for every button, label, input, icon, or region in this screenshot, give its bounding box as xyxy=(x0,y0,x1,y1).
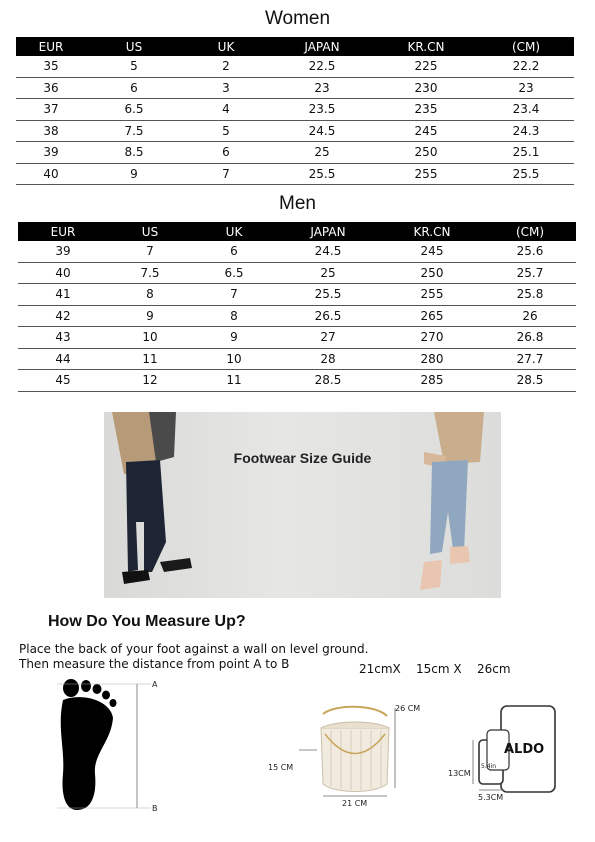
table-row xyxy=(18,284,576,306)
women-title: Women xyxy=(264,8,331,29)
table-cell: 23 xyxy=(270,77,374,99)
table-cell: 225 xyxy=(374,56,478,77)
bucket-bag-illustration xyxy=(295,700,415,810)
point-b-label: B xyxy=(152,804,158,813)
table-cell: 8 xyxy=(108,284,192,306)
table-cell: 41 xyxy=(18,284,108,306)
table-cell: 39 xyxy=(16,142,86,164)
man-figure-illustration xyxy=(104,412,244,598)
phone-width-label: 5.3CM xyxy=(478,793,504,802)
table-cell: 285 xyxy=(380,370,484,392)
table-row xyxy=(18,370,576,392)
table-row xyxy=(16,56,574,77)
column-header: EUR xyxy=(18,222,108,241)
table-cell: 25.5 xyxy=(478,163,574,185)
table-cell: 28 xyxy=(276,348,380,370)
table-cell: 7.5 xyxy=(86,120,182,142)
table-cell: 25 xyxy=(270,142,374,164)
table-cell: 27.7 xyxy=(484,348,576,370)
bag-height-label: 26 CM xyxy=(395,704,421,713)
table-cell: 255 xyxy=(380,284,484,306)
table-cell: 28.5 xyxy=(484,370,576,392)
women-size-table xyxy=(16,37,574,185)
table-cell: 22.2 xyxy=(478,56,574,77)
table-cell: 9 xyxy=(108,305,192,327)
men-title: Men xyxy=(279,193,316,214)
table-cell: 6.5 xyxy=(192,262,276,284)
table-cell: 25.7 xyxy=(484,262,576,284)
instruction-line-1: Place the back of your foot against a wall on level ground. xyxy=(19,642,369,656)
table-cell: 25 xyxy=(276,262,380,284)
table-cell: 38 xyxy=(16,120,86,142)
table-header-row xyxy=(16,37,574,56)
column-header: JAPAN xyxy=(276,222,380,241)
table-cell: 42 xyxy=(18,305,108,327)
column-header: UK xyxy=(182,37,270,56)
point-a-label: A xyxy=(152,680,158,689)
table-cell: 250 xyxy=(380,262,484,284)
table-cell: 26.8 xyxy=(484,327,576,349)
men-size-table xyxy=(18,222,576,392)
table-row xyxy=(16,99,574,121)
table-row xyxy=(18,327,576,349)
table-cell: 25.5 xyxy=(270,163,374,185)
table-cell: 6 xyxy=(86,77,182,99)
table-cell: 23.4 xyxy=(478,99,574,121)
table-cell: 10 xyxy=(108,327,192,349)
table-row xyxy=(16,142,574,164)
column-header: (CM) xyxy=(484,222,576,241)
column-header: US xyxy=(108,222,192,241)
table-cell: 6 xyxy=(192,241,276,262)
phone-screen-label: 5.4in xyxy=(481,763,497,770)
table-cell: 10 xyxy=(192,348,276,370)
dimension-depth: 15cm X xyxy=(416,662,462,676)
bag-width-label: 21 CM xyxy=(342,799,368,808)
table-cell: 36 xyxy=(16,77,86,99)
table-cell: 3 xyxy=(182,77,270,99)
table-cell: 35 xyxy=(16,56,86,77)
table-cell: 6 xyxy=(182,142,270,164)
table-cell: 24.5 xyxy=(270,120,374,142)
table-cell: 7.5 xyxy=(108,262,192,284)
table-row xyxy=(18,348,576,370)
column-header: UK xyxy=(192,222,276,241)
measure-title: How Do You Measure Up? xyxy=(48,613,246,630)
table-cell: 45 xyxy=(18,370,108,392)
table-cell: 25.1 xyxy=(478,142,574,164)
foot-sole-icon xyxy=(55,678,165,818)
table-cell: 230 xyxy=(374,77,478,99)
table-cell: 7 xyxy=(108,241,192,262)
table-cell: 235 xyxy=(374,99,478,121)
table-cell: 270 xyxy=(380,327,484,349)
table-cell: 7 xyxy=(192,284,276,306)
table-cell: 255 xyxy=(374,163,478,185)
table-cell: 25.5 xyxy=(276,284,380,306)
table-row xyxy=(16,77,574,99)
table-cell: 40 xyxy=(16,163,86,185)
table-cell: 11 xyxy=(108,348,192,370)
column-header: (CM) xyxy=(478,37,574,56)
table-cell: 39 xyxy=(18,241,108,262)
table-cell: 245 xyxy=(380,241,484,262)
column-header: KR.CN xyxy=(374,37,478,56)
table-header-row xyxy=(18,222,576,241)
table-cell: 27 xyxy=(276,327,380,349)
table-cell: 245 xyxy=(374,120,478,142)
table-cell: 280 xyxy=(380,348,484,370)
table-cell: 6.5 xyxy=(86,99,182,121)
table-cell: 24.3 xyxy=(478,120,574,142)
column-header: KR.CN xyxy=(380,222,484,241)
table-row xyxy=(18,305,576,327)
banner-title: Footwear Size Guide xyxy=(233,450,372,466)
table-cell: 9 xyxy=(86,163,182,185)
table-cell: 5 xyxy=(182,120,270,142)
table-cell: 44 xyxy=(18,348,108,370)
bag-side-label: 15 CM xyxy=(268,763,294,772)
table-row xyxy=(16,120,574,142)
table-cell: 24.5 xyxy=(276,241,380,262)
table-cell: 28.5 xyxy=(276,370,380,392)
table-row xyxy=(16,163,574,185)
woman-figure-illustration xyxy=(394,412,501,598)
table-cell: 8 xyxy=(192,305,276,327)
table-cell: 265 xyxy=(380,305,484,327)
table-cell: 22.5 xyxy=(270,56,374,77)
table-cell: 26.5 xyxy=(276,305,380,327)
table-cell: 9 xyxy=(192,327,276,349)
table-cell: 250 xyxy=(374,142,478,164)
table-row xyxy=(18,262,576,284)
brand-logo: ALDO xyxy=(504,742,545,757)
table-cell: 4 xyxy=(182,99,270,121)
table-cell: 25.6 xyxy=(484,241,576,262)
table-cell: 5 xyxy=(86,56,182,77)
table-cell: 12 xyxy=(108,370,192,392)
column-header: US xyxy=(86,37,182,56)
table-cell: 23.5 xyxy=(270,99,374,121)
table-cell: 40 xyxy=(18,262,108,284)
dimension-height: 26cm xyxy=(477,662,511,676)
table-cell: 23 xyxy=(478,77,574,99)
table-row xyxy=(18,241,576,262)
dimension-width: 21cmX xyxy=(359,662,401,676)
column-header: JAPAN xyxy=(270,37,374,56)
phone-height-label: 13CM xyxy=(448,769,471,778)
table-cell: 26 xyxy=(484,305,576,327)
column-header: EUR xyxy=(16,37,86,56)
table-cell: 2 xyxy=(182,56,270,77)
table-cell: 11 xyxy=(192,370,276,392)
table-cell: 37 xyxy=(16,99,86,121)
table-cell: 25.8 xyxy=(484,284,576,306)
table-cell: 8.5 xyxy=(86,142,182,164)
footwear-banner xyxy=(104,412,501,598)
instruction-line-2: Then measure the distance from point A to B xyxy=(19,657,290,671)
table-cell: 7 xyxy=(182,163,270,185)
table-cell: 43 xyxy=(18,327,108,349)
